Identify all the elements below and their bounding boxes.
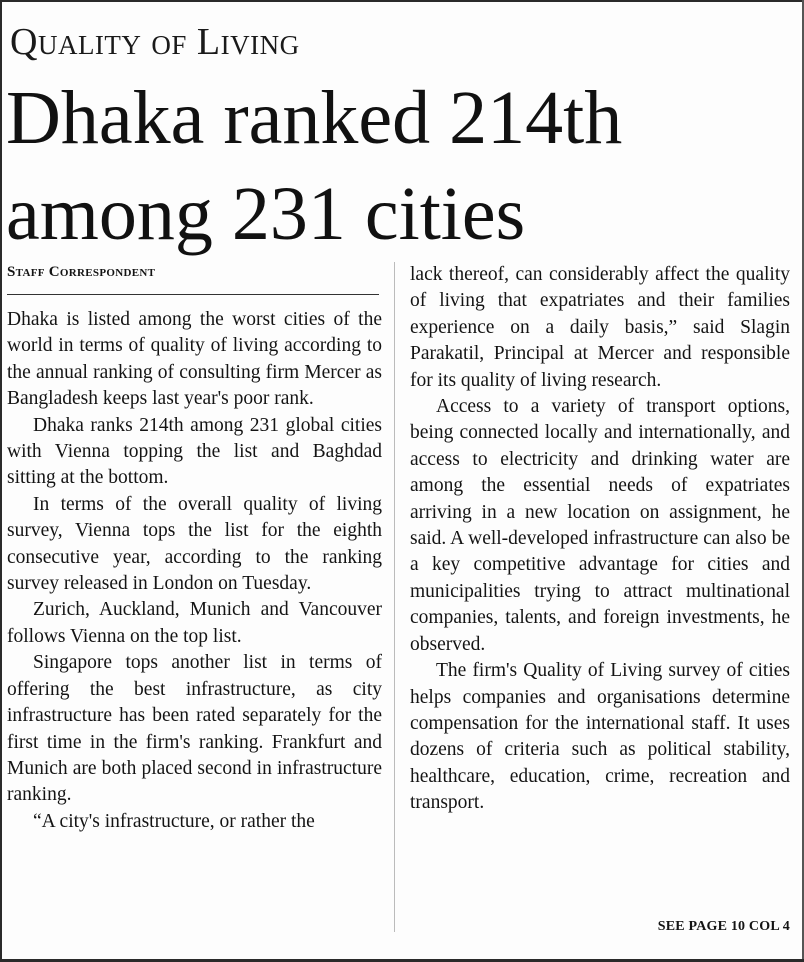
- paragraph: Dhaka ranks 214th among 231 global cities with Vienna topping the list and Baghdad sitting at the bottom.: [7, 414, 382, 489]
- headline-line-1: Dhaka ranked 214th: [6, 76, 623, 160]
- paragraph: In terms of the overall quality of living survey, Vienna tops the list for the eighth consecutive year, according to the ranking survey released in London on Tuesday.: [7, 493, 382, 595]
- paragraph: Dhaka is listed among the worst cities of the world in terms of quality of living according to the annual ranking of consulting firm Mercer as Bangladesh keeps last year's poor rank.: [7, 309, 382, 410]
- article-column-right: [410, 262, 790, 817]
- paragraph: “A city's infrastructure, or rather the: [33, 810, 315, 832]
- column-divider: [394, 262, 395, 932]
- article-column-left: [7, 258, 382, 835]
- paragraph: The firm's Quality of Living survey of cities helps companies and organisations determine compensation for the international staff. It uses dozens of criteria such as political stability, healthcare, education, crime, recreation and transport.: [410, 660, 790, 814]
- paragraph: lack thereof, can considerably affect the quality of living that expatriates and their families experience on a daily basis,” said Slagin Parakatil, Principal at Mercer and responsible for its quality of living research.: [410, 264, 790, 391]
- paragraph: Singapore tops another list in terms of offering the best infrastructure, as city infrastructure has been rated separately for the first time in the firm's ranking. Frankfurt and Munich are both placed second in infrastructure ranking.: [7, 652, 382, 806]
- frame-top-border: [0, 0, 804, 2]
- paragraph: Zurich, Auckland, Munich and Vancouver follows Vienna on the top list.: [7, 599, 382, 647]
- headline-line-2: among 231 cities: [6, 172, 526, 256]
- article-headline: [6, 70, 796, 262]
- paragraph: Access to a variety of transport options, being connected locally and internationally, and access to electricity and drinking water are among the essential needs of expatriates arriving in a new location on assignment, he said. A well-developed infrastructure can also be a key competitive advantage for cities and municipalities trying to attract multinational companies, talents, and foreign investments, he observed.: [410, 396, 790, 655]
- continued-jump-line: SEE PAGE 10 COL 4: [657, 919, 790, 934]
- article-byline: Staff Correspondent: [7, 258, 379, 295]
- frame-left-border: [0, 0, 2, 962]
- article-kicker: Quality of Living: [10, 21, 300, 63]
